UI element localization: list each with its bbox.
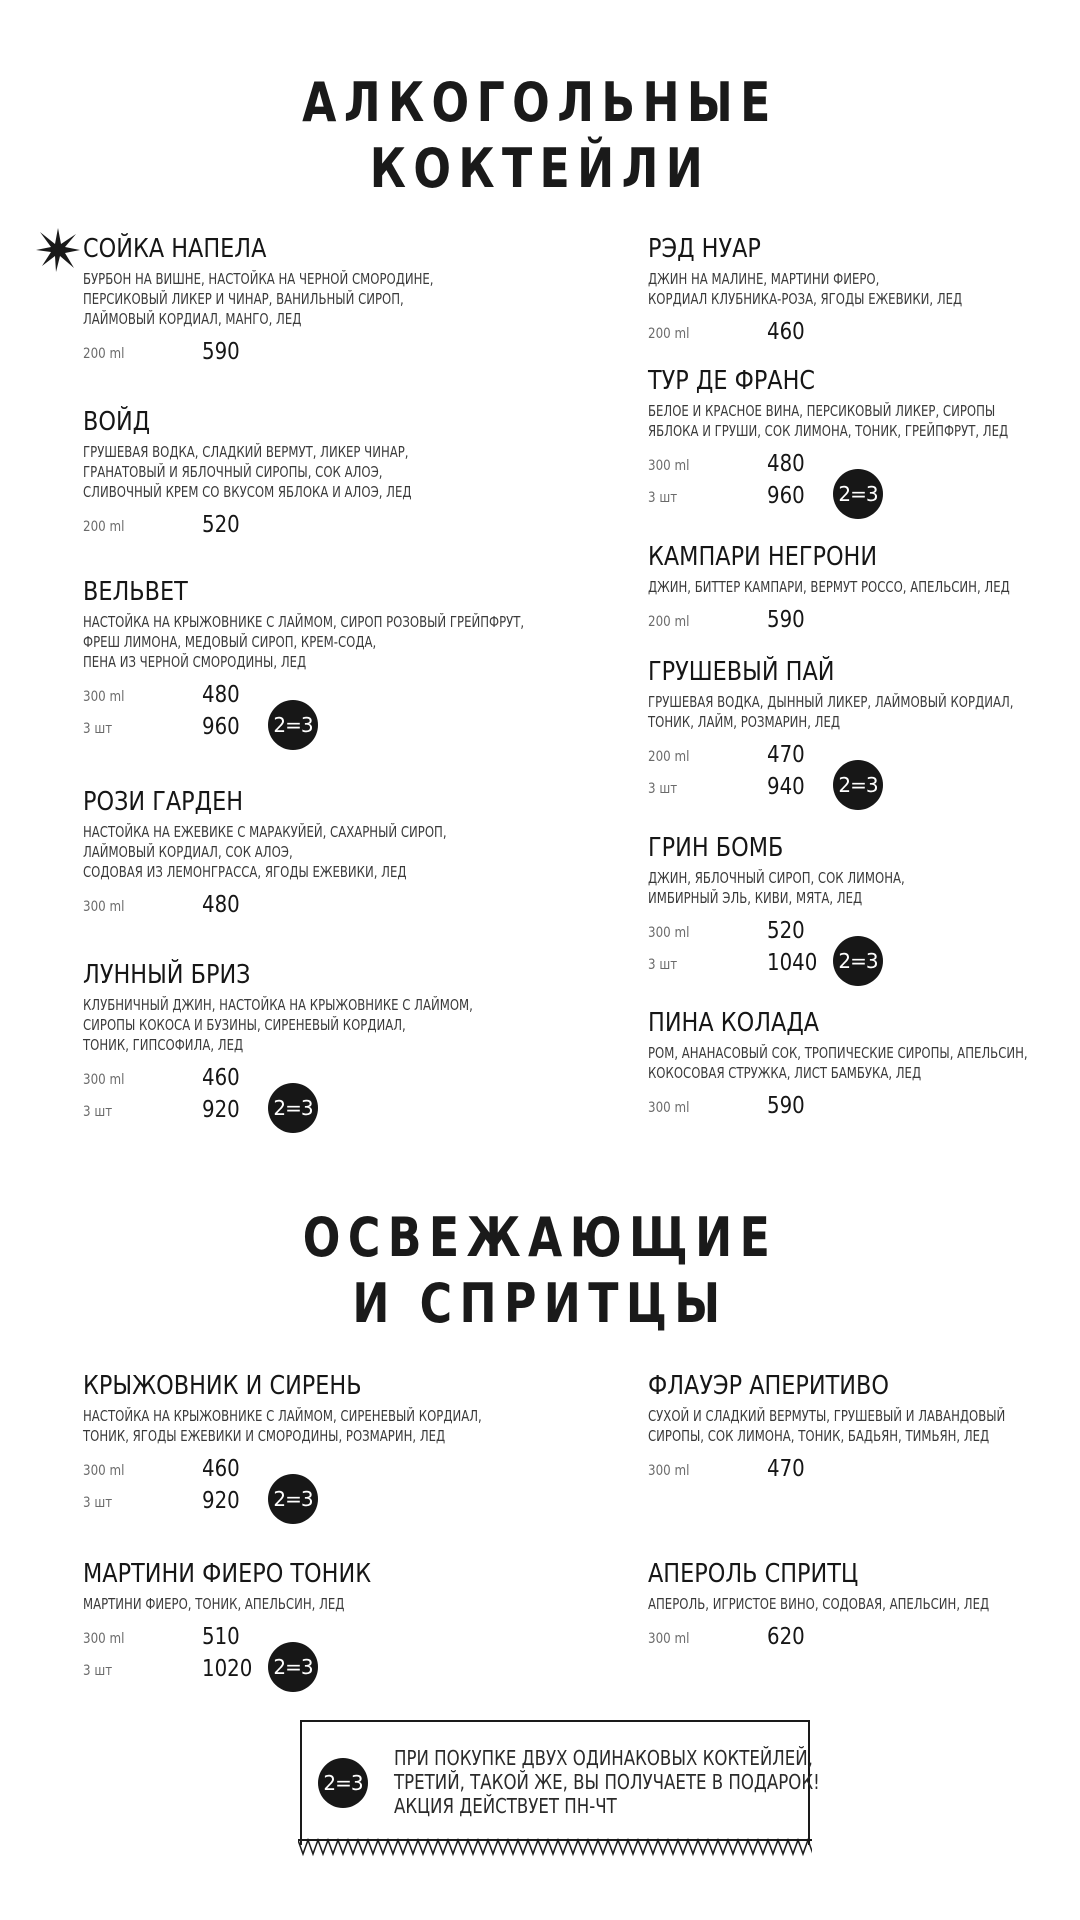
menu-item [648, 832, 1078, 980]
menu-item [83, 406, 513, 542]
menu-item [648, 541, 1078, 637]
promo-badge: 2=3 [833, 469, 883, 519]
desc-line: НАСТОЙКА НА КРЫЖОВНИКЕ С ЛАЙМОМ, СИРОП РОЗОВЫЙ ГРЕЙПФРУТ, [83, 613, 525, 631]
price: 460 [767, 319, 805, 345]
menu-item [83, 576, 525, 744]
price-row [648, 1622, 1078, 1654]
volume-label: 200 ml [83, 346, 125, 362]
price: 510 [202, 1624, 240, 1650]
price-row [648, 1454, 1078, 1486]
section-title-line2: КОКТЕЙЛИ [369, 137, 711, 200]
promo-badge: 2=3 [833, 936, 883, 986]
item-name: КРЫЖОВНИК И СИРЕНЬ [83, 1371, 362, 1401]
quantity-label: 3 шт [83, 1104, 113, 1120]
desc-line: ГРУШЕВАЯ ВОДКА, СЛАДКИЙ ВЕРМУТ, ЛИКЕР ЧИНАР, [83, 443, 409, 461]
price-row [648, 1091, 1078, 1123]
desc-line: ПЕРСИКОВЫЙ ЛИКЕР И ЧИНАР, ВАНИЛЬНЫЙ СИРОП, [83, 290, 404, 308]
menu-item [83, 1370, 513, 1518]
desc-line: ДЖИН НА МАЛИНЕ, МАРТИНИ ФИЕРО, [648, 270, 880, 288]
desc-line: НАСТОЙКА НА КРЫЖОВНИКЕ С ЛАЙМОМ, СИРЕНЕВЫЙ КОРДИАЛ, [83, 1407, 482, 1425]
desc-line: ГРАНАТОВЫЙ И ЯБЛОЧНЫЙ СИРОПЫ, СОК АЛОЭ, [83, 463, 383, 481]
desc-line: СИРОПЫ, СОК ЛИМОНА, ТОНИК, БАДЬЯН, ТИМЬЯН, ЛЕД [648, 1427, 990, 1445]
item-description [83, 822, 447, 882]
volume-label: 300 ml [648, 458, 690, 474]
desc-line: КОКОСОВАЯ СТРУЖКА, ЛИСТ БАМБУКА, ЛЕД [648, 1064, 922, 1082]
menu-item [648, 656, 1078, 804]
promo-badge: 2=3 [268, 1474, 318, 1524]
section-title-line1: ОСВЕЖАЮЩИЕ [302, 1206, 778, 1269]
desc-line: ТОНИК, ЯГОДЫ ЕЖЕВИКИ И СМОРОДИНЫ, РОЗМАРИН, ЛЕД [83, 1427, 446, 1445]
price: 520 [767, 918, 805, 944]
menu-item [83, 1558, 513, 1686]
item-name: КАМПАРИ НЕГРОНИ [648, 542, 878, 572]
menu-item [648, 1007, 1078, 1123]
desc-line: СОДОВАЯ ИЗ ЛЕМОНГРАССА, ЯГОДЫ ЕЖЕВИКИ, ЛЕД [83, 863, 407, 881]
item-description [83, 612, 525, 672]
section-title-spritzes [97, 1205, 983, 1337]
price-row [648, 317, 1078, 349]
volume-label: 300 ml [648, 1463, 690, 1479]
volume-label: 200 ml [648, 749, 690, 765]
desc-line: СЛИВОЧНЫЙ КРЕМ СО ВКУСОМ ЯБЛОКА И АЛОЭ, ЛЕД [83, 483, 412, 501]
item-description [648, 577, 1010, 597]
quantity-label: 3 шт [83, 721, 113, 737]
price-row [83, 890, 513, 922]
price: 620 [767, 1624, 805, 1650]
price-row [83, 712, 513, 744]
price: 590 [202, 339, 240, 365]
price: 590 [767, 607, 805, 633]
price-row [83, 337, 513, 369]
price: 940 [767, 774, 805, 800]
price: 1040 [767, 950, 818, 976]
price: 460 [202, 1065, 240, 1091]
promo-badge: 2=3 [318, 1758, 368, 1808]
menu-item [83, 959, 513, 1127]
price-row [83, 1095, 513, 1127]
desc-line: ЛАЙМОВЫЙ КОРДИАЛ, МАНГО, ЛЕД [83, 310, 302, 328]
item-name: РЭД НУАР [648, 234, 761, 264]
item-name: ГРУШЕВЫЙ ПАЙ [648, 657, 835, 687]
item-description [648, 269, 983, 309]
desc-line: ДЖИН, ЯБЛОЧНЫЙ СИРОП, СОК ЛИМОНА, [648, 869, 905, 887]
desc-line: ТОНИК, ЛАЙМ, РОЗМАРИН, ЛЕД [648, 713, 840, 731]
item-name: ГРИН БОМБ [648, 833, 784, 863]
volume-label: 200 ml [83, 519, 125, 535]
price: 470 [767, 1456, 805, 1482]
item-name: ЛУННЫЙ БРИЗ [83, 960, 251, 990]
desc-line: БЕЛОЕ И КРАСНОЕ ВИНА, ПЕРСИКОВЫЙ ЛИКЕР, СИРОПЫ [648, 402, 996, 420]
menu-item [83, 233, 513, 369]
section-title-cocktails [97, 70, 983, 202]
price: 470 [767, 742, 805, 768]
desc-line: КОРДИАЛ КЛУБНИКА-РОЗА, ЯГОДЫ ЕЖЕВИКИ, ЛЕД [648, 290, 963, 308]
price-row [648, 605, 1078, 637]
item-name: АПЕРОЛЬ СПРИТЦ [648, 1559, 859, 1589]
menu-item [648, 233, 1078, 349]
volume-label: 300 ml [83, 899, 125, 915]
star-burst-icon [36, 228, 80, 272]
price-row [83, 510, 513, 542]
price: 480 [202, 682, 240, 708]
section-title-line2: И СПРИТЦЫ [352, 1272, 728, 1335]
volume-label: 200 ml [648, 326, 690, 342]
quantity-label: 3 шт [83, 1495, 113, 1511]
menu-item [648, 1558, 1078, 1654]
item-description [83, 1594, 418, 1614]
volume-label: 300 ml [648, 1631, 690, 1647]
volume-label: 300 ml [83, 689, 125, 705]
promo-badge: 2=3 [268, 1642, 318, 1692]
promo-line: АКЦИЯ ДЕЙСТВУЕТ ПН-ЧТ [394, 1794, 617, 1818]
price-row [648, 481, 1078, 513]
desc-line: НАСТОЙКА НА ЕЖЕВИКЕ С МАРАКУЙЕЙ, САХАРНЫЙ СИРОП, [83, 823, 447, 841]
item-description [83, 1406, 482, 1446]
desc-line: АПЕРОЛЬ, ИГРИСТОЕ ВИНО, СОДОВАЯ, АПЕЛЬСИН, ЛЕД [648, 1595, 990, 1613]
item-description [648, 868, 983, 908]
desc-line: ФРЕШ ЛИМОНА, МЕДОВЫЙ СИРОП, КРЕМ-СОДА, [83, 633, 377, 651]
desc-line: ЛАЙМОВЫЙ КОРДИАЛ, СОК АЛОЭ, [83, 843, 293, 861]
item-description [648, 401, 1009, 441]
item-name: ФЛАУЭР АПЕРИТИВО [648, 1371, 889, 1401]
item-description [648, 692, 1014, 732]
promo-line: ПРИ ПОКУПКЕ ДВУХ ОДИНАКОВЫХ КОКТЕЙЛЕЙ, [394, 1746, 813, 1770]
price: 590 [767, 1093, 805, 1119]
item-description [648, 1406, 1006, 1446]
item-description [83, 995, 473, 1055]
price-row [648, 772, 1078, 804]
quantity-label: 3 шт [83, 1663, 113, 1679]
price: 480 [202, 892, 240, 918]
desc-line: ПЕНА ИЗ ЧЕРНОЙ СМОРОДИНЫ, ЛЕД [83, 653, 307, 671]
volume-label: 300 ml [83, 1463, 125, 1479]
promo-badge: 2=3 [268, 1083, 318, 1133]
price-row [83, 1486, 513, 1518]
menu-item [648, 365, 1078, 513]
desc-line: БУРБОН НА ВИШНЕ, НАСТОЙКА НА ЧЕРНОЙ СМОРОДИНЕ, [83, 270, 434, 288]
promo-text [394, 1746, 820, 1818]
volume-label: 300 ml [648, 1100, 690, 1116]
item-description [83, 269, 434, 329]
item-description [83, 442, 418, 502]
price: 960 [202, 714, 240, 740]
price: 920 [202, 1488, 240, 1514]
promo-line: ТРЕТИЙ, ТАКОЙ ЖЕ, ВЫ ПОЛУЧАЕТЕ В ПОДАРОК! [394, 1770, 820, 1794]
price-row [83, 1654, 513, 1686]
item-name: ТУР ДЕ ФРАНС [648, 366, 816, 396]
receipt-fringe-decoration [298, 1838, 812, 1860]
desc-line: МАРТИНИ ФИЕРО, ТОНИК, АПЕЛЬСИН, ЛЕД [83, 1595, 345, 1613]
volume-label: 300 ml [648, 925, 690, 941]
desc-line: РОМ, АНАНАСОВЫЙ СОК, ТРОПИЧЕСКИЕ СИРОПЫ, АПЕЛЬСИН, [648, 1044, 1028, 1062]
item-description [648, 1043, 1028, 1083]
quantity-label: 3 шт [648, 781, 678, 797]
section-title-line1: АЛКОГОЛЬНЫЕ [302, 71, 778, 134]
price: 960 [767, 483, 805, 509]
item-name: СОЙКА НАПЕЛА [83, 234, 267, 264]
desc-line: КЛУБНИЧНЫЙ ДЖИН, НАСТОЙКА НА КРЫЖОВНИКЕ С ЛАЙМОМ, [83, 996, 473, 1014]
price: 920 [202, 1097, 240, 1123]
menu-item [648, 1370, 1078, 1486]
price: 520 [202, 512, 240, 538]
volume-label: 300 ml [83, 1072, 125, 1088]
volume-label: 300 ml [83, 1631, 125, 1647]
quantity-label: 3 шт [648, 490, 678, 506]
promo-badge: 2=3 [268, 700, 318, 750]
item-name: РОЗИ ГАРДЕН [83, 787, 244, 817]
desc-line: ГРУШЕВАЯ ВОДКА, ДЫННЫЙ ЛИКЕР, ЛАЙМОВЫЙ КОРДИАЛ, [648, 693, 1014, 711]
item-name: ПИНА КОЛАДА [648, 1008, 820, 1038]
item-name: ВЕЛЬВЕТ [83, 577, 188, 607]
quantity-label: 3 шт [648, 957, 678, 973]
desc-line: ТОНИК, ГИПСОФИЛА, ЛЕД [83, 1036, 244, 1054]
item-description [648, 1594, 990, 1614]
menu-item [83, 786, 513, 922]
price: 1020 [202, 1656, 253, 1682]
promo-badge: 2=3 [833, 760, 883, 810]
desc-line: СУХОЙ И СЛАДКИЙ ВЕРМУТЫ, ГРУШЕВЫЙ И ЛАВАНДОВЫЙ [648, 1407, 1006, 1425]
desc-line: СИРОПЫ КОКОСА И БУЗИНЫ, СИРЕНЕВЫЙ КОРДИАЛ, [83, 1016, 406, 1034]
price: 480 [767, 451, 805, 477]
promo-box [300, 1720, 820, 1845]
price: 460 [202, 1456, 240, 1482]
item-name: МАРТИНИ ФИЕРО ТОНИК [83, 1559, 372, 1589]
price-row [648, 948, 1078, 980]
item-name: ВОЙД [83, 407, 151, 437]
desc-line: ДЖИН, БИТТЕР КАМПАРИ, ВЕРМУТ РОССО, АПЕЛЬСИН, ЛЕД [648, 578, 1010, 596]
desc-line: ЯБЛОКА И ГРУШИ, СОК ЛИМОНА, ТОНИК, ГРЕЙПФРУТ, ЛЕД [648, 422, 1009, 440]
desc-line: ИМБИРНЫЙ ЭЛЬ, КИВИ, МЯТА, ЛЕД [648, 889, 863, 907]
volume-label: 200 ml [648, 614, 690, 630]
